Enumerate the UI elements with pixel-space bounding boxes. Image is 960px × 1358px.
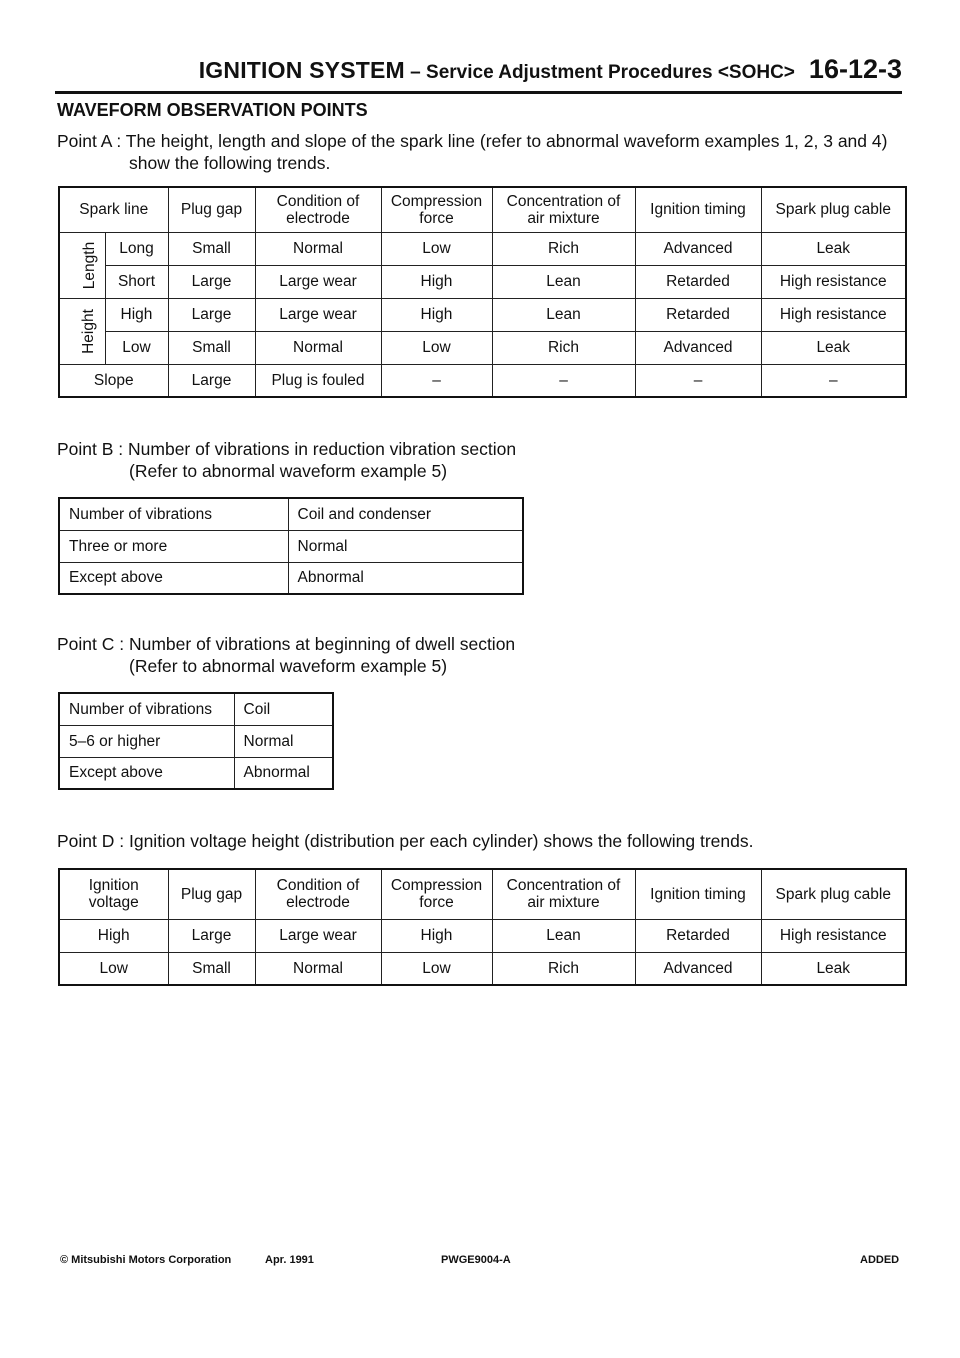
table-cell: Three or more (59, 530, 288, 562)
table-cell: Large (168, 919, 255, 952)
table-cell: Large wear (255, 265, 381, 298)
point-d-text (57, 830, 754, 852)
header-line: Ignition (88, 877, 139, 895)
row-label: Low (105, 331, 168, 364)
group-cell-height (59, 298, 105, 364)
table-header-row (59, 187, 906, 232)
table-cell: Low (381, 952, 492, 985)
table-row (59, 725, 333, 757)
header-title-main: IGNITION SYSTEM (198, 57, 405, 83)
table-cell: High (381, 919, 492, 952)
table-row (59, 331, 906, 364)
table-cell: Lean (492, 265, 635, 298)
table-row (59, 562, 523, 594)
point-b-text (57, 438, 516, 482)
header-cell: Number of vibrations (59, 693, 234, 725)
row-label: Short (105, 265, 168, 298)
table-cell: Rich (492, 952, 635, 985)
table-cell: Except above (59, 757, 234, 789)
header-line: force (419, 209, 454, 227)
group-cell-length (59, 232, 105, 298)
header-cell (255, 869, 381, 919)
table-cell: Abnormal (234, 757, 333, 789)
table-cell: Except above (59, 562, 288, 594)
table-cell: Large (168, 265, 255, 298)
point-b-line1: Point B : Number of vibrations in reduction vibration section (57, 439, 517, 459)
table-cell: Large (168, 364, 255, 397)
header-cell: Coil (234, 693, 333, 725)
header-title (199, 54, 902, 85)
table-cell: Abnormal (288, 562, 523, 594)
table-cell: Rich (492, 232, 635, 265)
header-line: Compression (390, 877, 483, 895)
table-cell: Low (381, 331, 492, 364)
header-line: Compression (390, 192, 483, 210)
point-b-line2: (Refer to abnormal waveform example 5) (129, 461, 448, 481)
table-row (59, 265, 906, 298)
reduction-vibration-table (58, 497, 524, 595)
footer-copyright: © Mitsubishi Motors Corporation (60, 1254, 232, 1266)
table-cell: Large wear (255, 919, 381, 952)
table-cell: High (59, 919, 168, 952)
table-cell: Plug is fouled (255, 364, 381, 397)
table-cell: Retarded (635, 265, 761, 298)
table-row (59, 530, 523, 562)
header-title-dash: – (404, 62, 427, 83)
header-line: electrode (286, 894, 350, 912)
table-cell: High (381, 298, 492, 331)
table-cell: Leak (761, 331, 906, 364)
table-cell: Large (168, 298, 255, 331)
footer-code: PWGE9004-A (441, 1254, 511, 1266)
table-row (59, 298, 906, 331)
header-cell: Ignition timing (635, 869, 761, 919)
table-cell: Small (168, 232, 255, 265)
point-c-line1: Point C : Number of vibrations at beginning of dwell section (57, 634, 516, 654)
table-cell: Advanced (635, 331, 761, 364)
table-cell: Normal (234, 725, 333, 757)
section-title: WAVEFORM OBSERVATION POINTS (57, 100, 368, 120)
table-cell: Lean (492, 919, 635, 952)
table-cell: High resistance (761, 265, 906, 298)
point-a-line2: show the following trends. (129, 153, 331, 173)
point-d-line1: Point D : Ignition voltage height (distribution per each cylinder) shows the following trends. (57, 831, 754, 851)
table-cell: Leak (761, 952, 906, 985)
header-cell: Spark plug cable (761, 187, 906, 232)
header-line: Concentration of (506, 877, 621, 895)
table-cell: Normal (255, 331, 381, 364)
table-cell: Low (381, 232, 492, 265)
table-cell: – (635, 364, 761, 397)
row-label: Slope (59, 364, 168, 397)
footer-status: ADDED (860, 1254, 900, 1266)
table-row (59, 952, 906, 985)
header-cell (255, 187, 381, 232)
header-line: Concentration of (506, 192, 621, 210)
header-cell: Spark line (59, 187, 168, 232)
spark-line-table (58, 186, 907, 398)
page-number: 16-12-3 (808, 54, 902, 84)
table-row (59, 757, 333, 789)
table-cell: Advanced (635, 952, 761, 985)
point-c-text (57, 633, 515, 677)
table-cell: – (761, 364, 906, 397)
group-label-length: Length (81, 241, 99, 289)
header-cell (381, 869, 492, 919)
header-cell: Plug gap (168, 187, 255, 232)
header-cell: Plug gap (168, 869, 255, 919)
header-line: air mixture (527, 209, 600, 227)
table-cell: Lean (492, 298, 635, 331)
header-cell (381, 187, 492, 232)
header-line: Condition of (276, 192, 360, 210)
table-cell: 5–6 or higher (59, 725, 234, 757)
row-label: High (105, 298, 168, 331)
table-header-row (59, 869, 906, 919)
table-cell: – (381, 364, 492, 397)
table-cell: High resistance (761, 298, 906, 331)
header-cell (492, 869, 635, 919)
header-cell: Spark plug cable (761, 869, 906, 919)
table-cell: Leak (761, 232, 906, 265)
table-cell: – (492, 364, 635, 397)
group-label-height: Height (79, 308, 97, 354)
point-a-text (57, 130, 887, 174)
table-cell: Rich (492, 331, 635, 364)
table-header-row (59, 498, 523, 530)
header-cell: Number of vibrations (59, 498, 288, 530)
header-line: electrode (286, 209, 350, 227)
header-line: Condition of (276, 877, 360, 895)
table-cell: Retarded (635, 298, 761, 331)
header-cell (59, 869, 168, 919)
row-label: Long (105, 232, 168, 265)
header-cell: Ignition timing (635, 187, 761, 232)
header-title-sub: Service Adjustment Procedures <SOHC> (426, 62, 795, 83)
table-cell: Normal (255, 952, 381, 985)
page-header (55, 55, 902, 94)
table-cell: Low (59, 952, 168, 985)
table-row (59, 919, 906, 952)
table-cell: Normal (288, 530, 523, 562)
table-cell: High (381, 265, 492, 298)
header-cell: Coil and condenser (288, 498, 523, 530)
table-cell: Small (168, 952, 255, 985)
ignition-voltage-table (58, 868, 907, 986)
table-row (59, 232, 906, 265)
table-cell: Small (168, 331, 255, 364)
header-line: force (419, 894, 454, 912)
table-cell: Retarded (635, 919, 761, 952)
dwell-vibration-table (58, 692, 334, 790)
point-a-line1: Point A : The height, length and slope of the spark line (refer to abnormal waveform examples 1, 2, 3 and 4) (57, 131, 888, 151)
table-cell: Normal (255, 232, 381, 265)
table-row (59, 364, 906, 397)
header-cell (492, 187, 635, 232)
footer-date: Apr. 1991 (265, 1254, 314, 1266)
table-cell: High resistance (761, 919, 906, 952)
point-c-line2: (Refer to abnormal waveform example 5) (129, 656, 448, 676)
table-cell: Large wear (255, 298, 381, 331)
table-header-row (59, 693, 333, 725)
header-line: voltage (88, 894, 139, 912)
header-line: air mixture (527, 894, 600, 912)
table-cell: Advanced (635, 232, 761, 265)
